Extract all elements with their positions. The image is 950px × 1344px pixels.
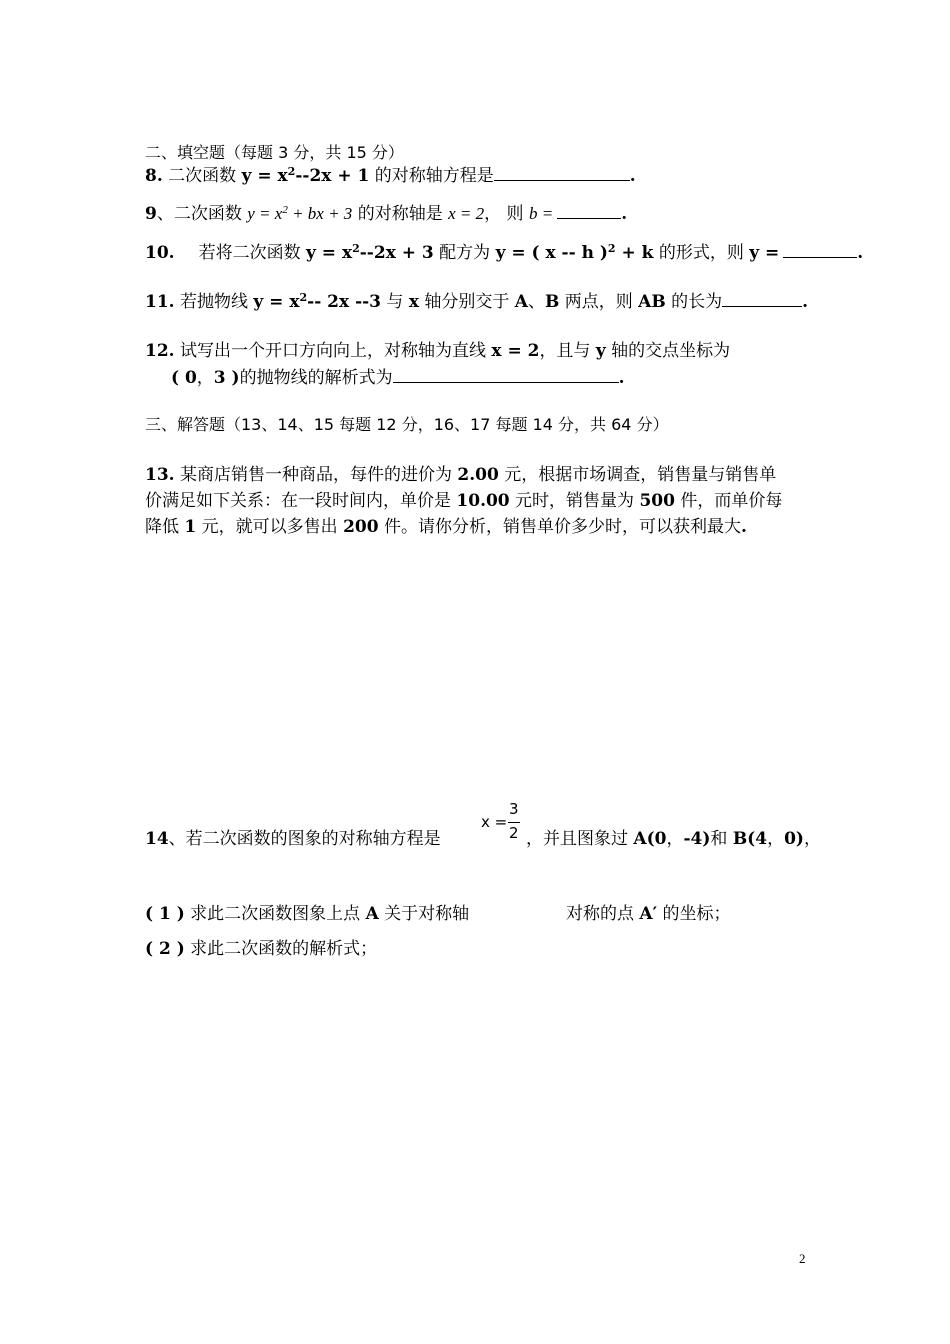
q10-answer-blank [783,243,857,258]
q10-text-2: 配方为 [433,243,496,263]
q14-text-3: ， [666,829,684,849]
q12-eq-a: x = 2 [491,341,540,361]
q14-part-2 [145,939,377,959]
q11-text-2: 与 [381,292,409,312]
q11-text-5: 两点，则 [559,292,639,312]
q14-frac-bar [508,822,520,823]
q14-part-1-left [145,904,469,924]
q8-eq-a: y = x [241,166,288,186]
q10-eq-b: --2x + 3 [359,243,434,263]
q9-answer-blank [557,204,621,219]
q9-number: 9 [145,204,157,224]
q11-text-6: 的长为 [665,292,723,312]
q11-text-1: 若抛物线 [174,292,254,312]
q13-text-f: 降低 [145,517,185,537]
q11-text-3: 轴分别交于 [418,292,515,312]
q10-eq-c: y = ( x -- h ) [495,243,608,263]
q14-text-5: ， [767,829,785,849]
q11-text-4: 、 [527,292,545,312]
q13-text-c: 价满足如下关系：在一段时间内，单价是 [145,491,457,511]
q14-point-a-2: -4) [683,829,711,849]
q8-answer-blank [494,166,630,181]
q14-p2-text-a: 求此二次函数的解析式； [184,939,378,959]
question-12 [145,341,730,361]
q10-text-3: 的形式，则 [653,243,750,263]
section-3-title: 三、解答题（13、14、15 每题 12 分，16、17 每题 14 分，共 64 分） [145,415,669,434]
q12-y: y [595,341,606,361]
q11-sup: 2 [299,291,308,304]
q11-answer-blank [722,292,802,307]
q13-value-1: 2.00 [457,465,499,485]
q12-comma: ， [196,368,214,388]
q14-p1-number: ( 1 ) [145,904,185,924]
q13-text-a: 某商店销售一种商品，每件的进价为 [174,465,458,485]
q9-eq-d: b = [528,204,554,223]
q13-text-b: 元，根据市场调查，销售量与销售单 [498,465,777,485]
q13-value-3: 500 [639,491,675,511]
q9-text-3: ， 则 [484,204,529,224]
question-13-line-3 [145,517,747,537]
q9-end: . [621,204,628,224]
q14-frac-denominator: 2 [509,824,519,842]
q14-p1-text-c: 对称的点 [566,904,640,924]
question-12-line-2 [171,368,625,388]
q14-part-1-right [566,904,731,924]
q8-text-1: 二次函数 [162,166,242,186]
q10-sup-2: 2 [607,242,616,255]
q10-eq-d: + k [615,243,654,263]
q13-value-2: 10.00 [456,491,510,511]
q9-sup: 2 [282,204,288,216]
q14-point-b-2: 0) [784,829,804,849]
q14-text-4: 和 [710,829,733,849]
q11-eq-b: -- 2x --3 [307,292,382,312]
q14-number: 14 [145,829,169,849]
q8-number: 8. [145,166,163,186]
q12-coord-b: 3 ) [213,368,240,388]
q11-end: . [802,292,809,312]
page-number: 2 [799,1251,806,1266]
q10-text-1: 若将二次函数 [198,243,306,263]
q14-text-6: ， [803,829,821,849]
q12-answer-blank [393,368,619,383]
q12-text-2: ，且与 [539,341,596,361]
q11-eq-a: y = x [253,292,300,312]
question-11 [145,292,808,314]
q12-coord-a: ( 0 [171,368,197,388]
q14-p1-text-b: 关于对称轴 [378,904,470,924]
q8-eq-b: --2x + 1 [295,166,370,186]
q13-value-5: 200 [343,517,379,537]
q13-value-4: 1 [184,517,197,537]
q13-text-e: 件，而单价每 [674,491,783,511]
q14-text-1: 、若二次函数的图象的对称轴方程是 [168,829,441,849]
q13-text-g: 元，就可以多售出 [196,517,344,537]
question-10 [145,243,863,265]
q14-point-a: A(0 [633,829,667,849]
q12-text-4: 的抛物线的解析式为 [239,368,393,388]
q11-point-a: A [514,292,528,312]
question-13-line-2 [145,491,782,511]
q14-fraction [481,800,526,846]
q14-p2-number: ( 2 ) [145,939,185,959]
q8-end: . [629,166,636,186]
section-2-title: 二、填空题（每题 3 分，共 15 分） [145,143,404,162]
q10-eq-a: y = x [305,243,353,263]
q11-point-b: B [544,292,560,312]
q10-sup: 2 [352,242,360,255]
q12-number: 12. [145,341,175,361]
q8-text-2: 的对称轴方程是 [369,166,494,186]
q9-text-2: 的对称轴是 [352,204,449,224]
q11-x: x [408,292,419,312]
q14-frac-numerator: 3 [509,800,519,818]
q11-number: 11. [145,292,175,312]
q13-number: 13. [145,465,175,485]
question-13-line-1 [145,465,776,485]
q12-text-3: 轴的交点坐标为 [605,341,731,361]
question-14-part-a [145,829,441,849]
q13-text-d: 元时，销售量为 [509,491,640,511]
q14-p1-text-d: 的坐标； [657,904,731,924]
q14-p1-text-a: 求此二次函数图象上点 [184,904,366,924]
q9-eq-a: y = x [247,204,283,223]
q10-number: 10. [145,243,175,263]
q14-p1-point-a: A [365,904,379,924]
q10-end: . [857,243,864,263]
question-9 [145,204,627,226]
q11-ab: AB [638,292,666,312]
q13-end: . [740,517,747,537]
q12-end: . [618,368,625,388]
q14-p1-point-a-prime: A′ [639,904,658,924]
q13-text-h: 件。请你分析，销售单价多少时，可以获利最大 [378,517,741,537]
q14-frac-lhs: x = [481,813,508,831]
q10-eq-e: y = [749,243,780,263]
q8-sup: 2 [287,165,296,178]
question-14-part-b [526,829,821,849]
q14-text-2: ，并且图象过 [526,829,634,849]
q9-text-1: 、二次函数 [156,204,248,224]
question-8 [145,166,636,188]
q14-point-b: B(4 [732,829,768,849]
q9-eq-c: x = 2 [448,204,485,223]
q9-eq-b: + bx + 3 [287,204,353,223]
q12-text-1: 试写出一个开口方向向上，对称轴为直线 [174,341,492,361]
